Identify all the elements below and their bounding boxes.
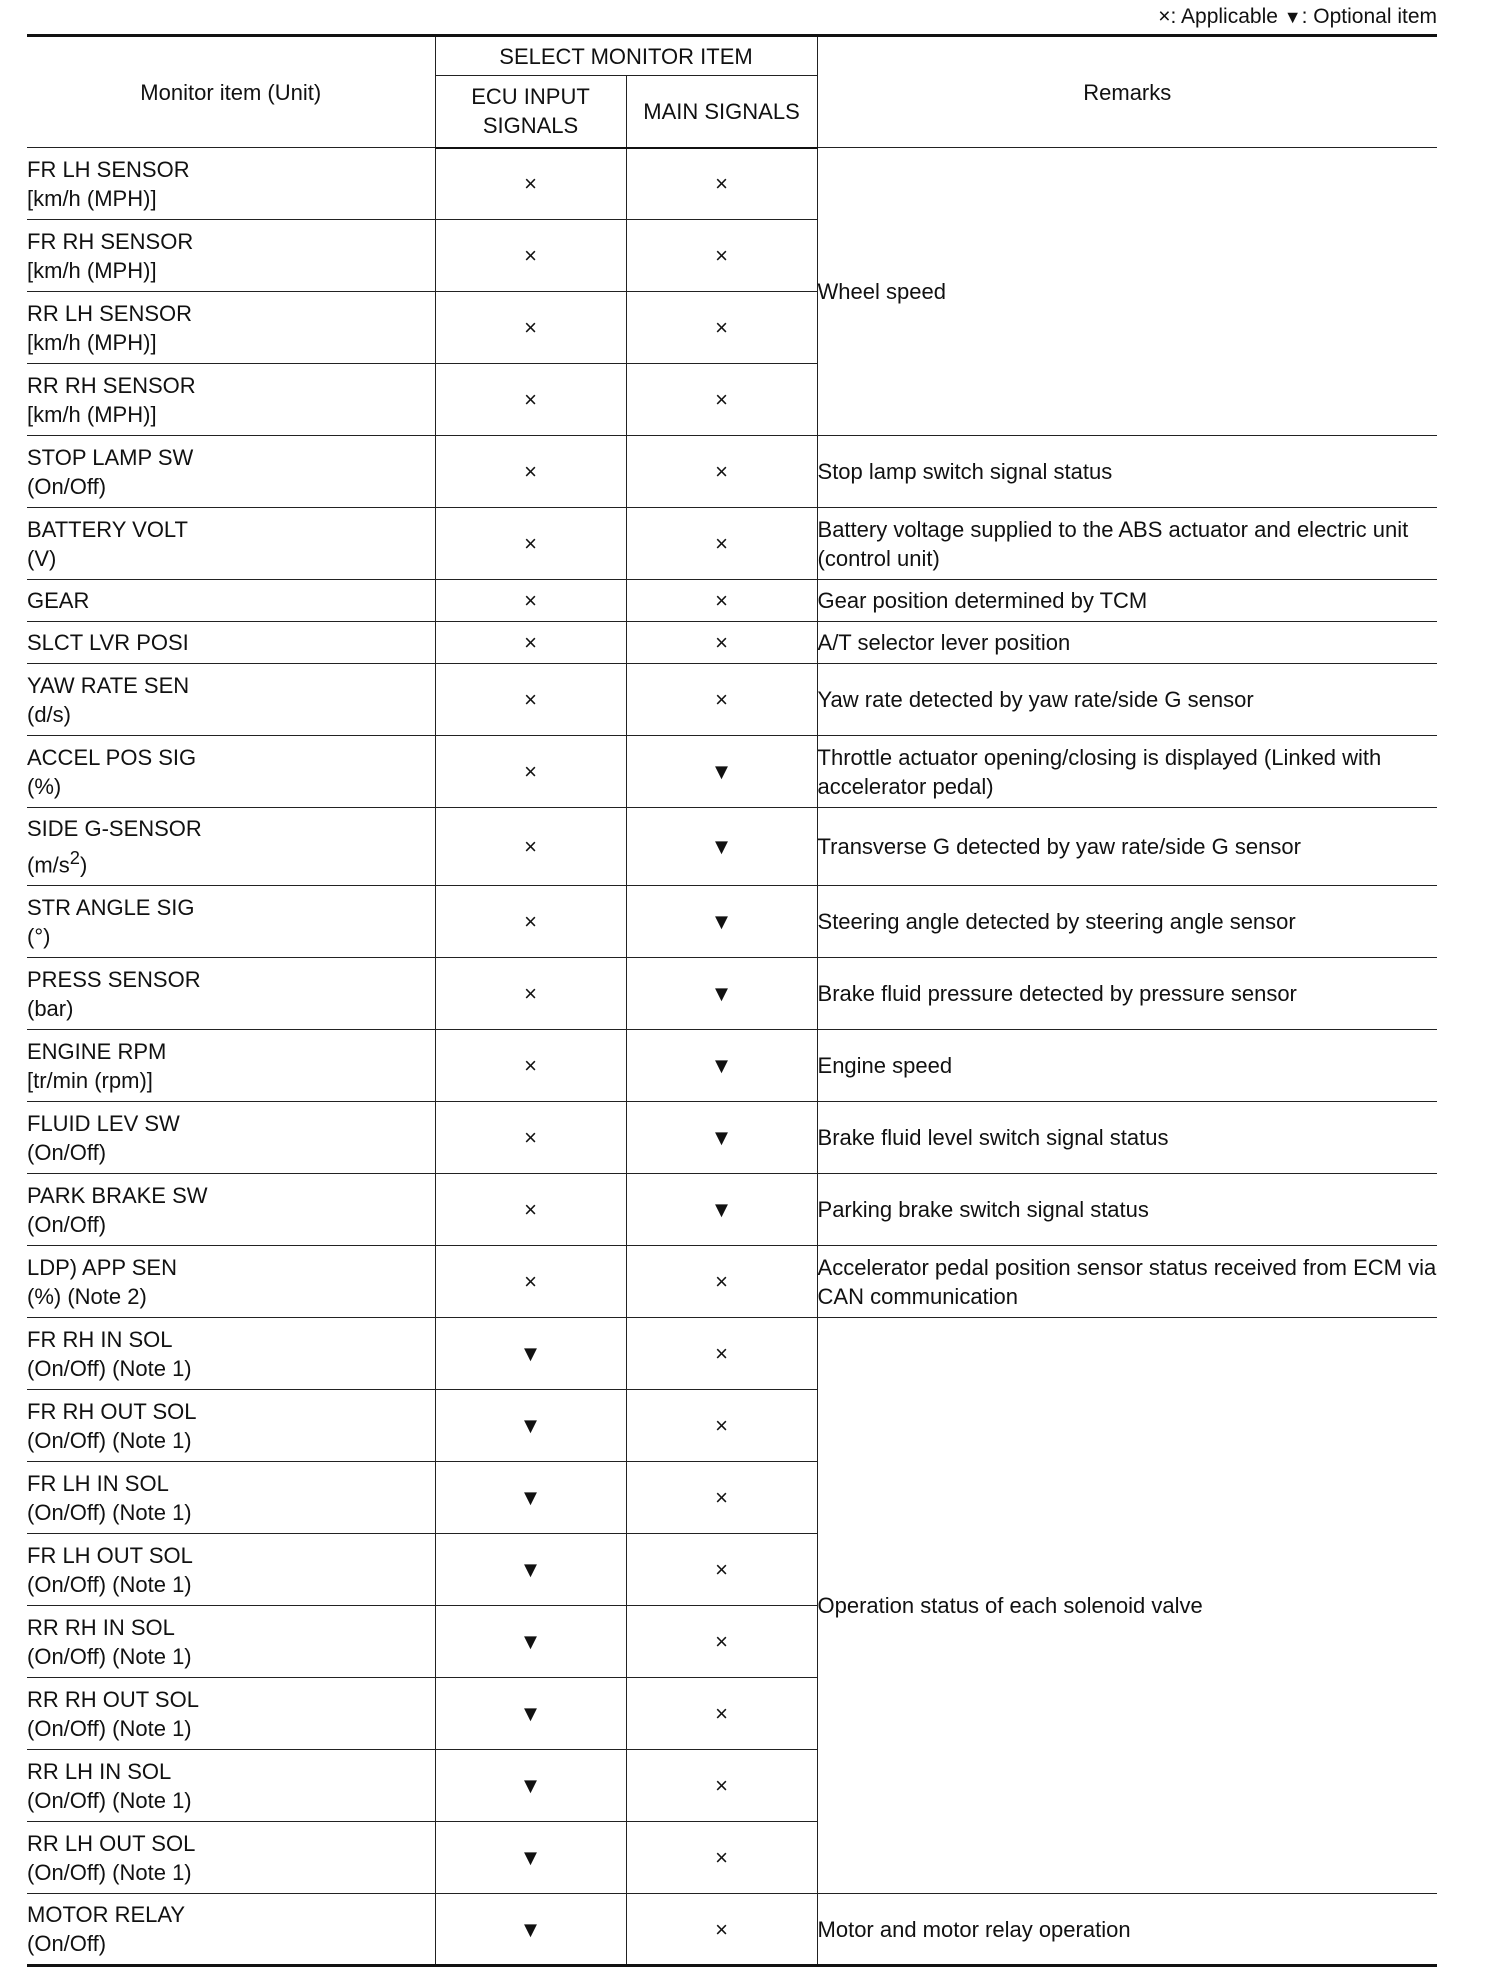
- item-unit: (V): [27, 545, 57, 571]
- monitor-item-cell: [27, 808, 435, 886]
- ecu-input-mark: ×: [435, 508, 626, 580]
- remark-cell: Parking brake switch signal status: [817, 1174, 1437, 1246]
- remark-cell: Engine speed: [817, 1030, 1437, 1102]
- item-name: FR LH OUT SOL: [27, 1542, 193, 1568]
- monitor-item-cell: [27, 1174, 435, 1246]
- table-row: [27, 436, 1437, 508]
- monitor-item-cell: [27, 508, 435, 580]
- main-signals-mark: ×: [626, 1534, 817, 1606]
- item-name: GEAR: [27, 588, 90, 613]
- table-row: [27, 664, 1437, 736]
- item-unit: (On/Off): [27, 1931, 107, 1956]
- main-signals-mark: ▼: [626, 736, 817, 808]
- remark-wheel-speed: Wheel speed: [817, 148, 1437, 436]
- ecu-input-mark: ×: [435, 736, 626, 808]
- main-signals-mark: ×: [626, 1462, 817, 1534]
- ecu-input-mark: ×: [435, 808, 626, 886]
- legend: [1158, 4, 1437, 30]
- item-unit: (On/Off): [27, 1211, 107, 1237]
- main-signals-mark: ×: [626, 1678, 817, 1750]
- item-unit: (On/Off) (Note 1): [27, 1499, 192, 1525]
- main-signals-mark: ×: [626, 1390, 817, 1462]
- item-unit: (On/Off) (Note 1): [27, 1859, 192, 1885]
- item-name: SLCT LVR POSI: [27, 630, 189, 655]
- monitor-item-cell: [27, 220, 435, 292]
- monitor-item-cell: [27, 1534, 435, 1606]
- applicable-symbol: ×: [1158, 5, 1171, 28]
- remark-cell: A/T selector lever position: [817, 622, 1437, 664]
- item-unit: (On/Off) (Note 1): [27, 1787, 192, 1813]
- item-name: RR RH OUT SOL: [27, 1686, 199, 1712]
- remark-cell: Brake fluid level switch signal status: [817, 1102, 1437, 1174]
- item-unit: (On/Off) (Note 1): [27, 1355, 192, 1381]
- monitor-item-cell: [27, 1822, 435, 1894]
- monitor-item-cell: [27, 436, 435, 508]
- monitor-item-cell: [27, 1246, 435, 1318]
- table-row: [27, 1894, 1437, 1966]
- monitor-item-cell: [27, 736, 435, 808]
- item-unit: (°): [27, 923, 51, 949]
- ecu-input-mark: ▼: [435, 1750, 626, 1822]
- monitor-item-cell: [27, 622, 435, 664]
- remark-cell: Brake fluid pressure detected by pressure sensor: [817, 958, 1437, 1030]
- item-unit: $(m/s^2)$: [27, 846, 88, 878]
- item-unit: [km/h (MPH)]: [27, 185, 157, 211]
- remark-cell: Stop lamp switch signal status: [817, 436, 1437, 508]
- main-signals-mark: ×: [626, 664, 817, 736]
- main-signals-mark: ×: [626, 1894, 817, 1966]
- monitor-item-table: [27, 34, 1437, 1967]
- ecu-input-mark: ×: [435, 1174, 626, 1246]
- monitor-item-cell: [27, 292, 435, 364]
- remark-cell: Accelerator pedal position sensor status received from ECM via CAN communication: [817, 1246, 1437, 1318]
- table-row: [27, 622, 1437, 664]
- main-signals-mark: ▼: [626, 1030, 817, 1102]
- item-unit: [km/h (MPH)]: [27, 329, 157, 355]
- ecu-input-mark: ▼: [435, 1534, 626, 1606]
- table-row: [27, 508, 1437, 580]
- item-name: RR LH IN SOL: [27, 1758, 172, 1784]
- main-signals-mark: ×: [626, 1246, 817, 1318]
- item-name: YAW RATE SEN: [27, 672, 190, 698]
- main-signals-mark: ×: [626, 220, 817, 292]
- ecu-input-mark: ▼: [435, 1606, 626, 1678]
- item-name: FR RH OUT SOL: [27, 1398, 197, 1424]
- remark-solenoid: Operation status of each solenoid valve: [817, 1318, 1437, 1894]
- item-unit: (On/Off): [27, 1139, 107, 1165]
- item-unit: [km/h (MPH)]: [27, 401, 157, 427]
- remark-cell: Transverse G detected by yaw rate/side G sensor: [817, 808, 1437, 886]
- item-name: PARK BRAKE SW: [27, 1182, 208, 1208]
- monitor-item-cell: [27, 1750, 435, 1822]
- ecu-input-mark: ×: [435, 1030, 626, 1102]
- ecu-input-mark: ×: [435, 958, 626, 1030]
- item-name: RR RH SENSOR: [27, 372, 196, 398]
- item-unit: (On/Off) (Note 1): [27, 1643, 192, 1669]
- main-signals-mark: ×: [626, 436, 817, 508]
- ecu-input-mark: ▼: [435, 1390, 626, 1462]
- remark-cell: Throttle actuator opening/closing is displayed (Linked with accelerator pedal): [817, 736, 1437, 808]
- remark-cell: Gear position determined by TCM: [817, 580, 1437, 622]
- item-name: PRESS SENSOR: [27, 966, 201, 992]
- monitor-item-cell: [27, 1318, 435, 1390]
- applicable-legend-text: : Applicable: [1170, 5, 1284, 28]
- ecu-input-mark: ▼: [435, 1894, 626, 1966]
- table-row: [27, 1174, 1437, 1246]
- item-name: RR RH IN SOL: [27, 1614, 175, 1640]
- remark-cell: Battery voltage supplied to the ABS actuator and electric unit (control unit): [817, 508, 1437, 580]
- main-signals-mark: ×: [626, 1750, 817, 1822]
- main-signals-mark: ▼: [626, 808, 817, 886]
- header-select-monitor-item: SELECT MONITOR ITEM: [435, 36, 817, 76]
- ecu-input-mark: ×: [435, 148, 626, 220]
- ecu-input-mark: ×: [435, 1102, 626, 1174]
- ecu-input-mark: ×: [435, 1246, 626, 1318]
- main-signals-mark: ×: [626, 1822, 817, 1894]
- monitor-item-cell: [27, 1102, 435, 1174]
- main-signals-mark: ×: [626, 1318, 817, 1390]
- monitor-item-cell: [27, 1030, 435, 1102]
- ecu-input-mark: ▼: [435, 1462, 626, 1534]
- item-name: RR LH SENSOR: [27, 300, 193, 326]
- ecu-input-mark: ×: [435, 664, 626, 736]
- item-name: STR ANGLE SIG: [27, 894, 195, 920]
- item-name: ENGINE RPM: [27, 1038, 167, 1064]
- item-name: FR RH IN SOL: [27, 1326, 173, 1352]
- ecu-input-mark: ×: [435, 364, 626, 436]
- ecu-input-mark: ▼: [435, 1822, 626, 1894]
- remark-cell: Motor and motor relay operation: [817, 1894, 1437, 1966]
- ecu-input-mark: ▼: [435, 1318, 626, 1390]
- table-row: [27, 1102, 1437, 1174]
- item-name: FR LH IN SOL: [27, 1470, 169, 1496]
- main-signals-mark: ▼: [626, 886, 817, 958]
- monitor-item-cell: [27, 148, 435, 220]
- item-unit: (On/Off) (Note 1): [27, 1427, 192, 1453]
- ecu-input-mark: ▼: [435, 1678, 626, 1750]
- item-name: STOP LAMP SW: [27, 444, 194, 470]
- monitor-item-cell: [27, 364, 435, 436]
- item-unit: (bar): [27, 995, 74, 1021]
- main-signals-mark: ×: [626, 508, 817, 580]
- table-row: [27, 886, 1437, 958]
- main-signals-mark: ×: [626, 622, 817, 664]
- item-unit: (d/s): [27, 701, 71, 727]
- item-unit: (On/Off) (Note 1): [27, 1571, 192, 1597]
- header-remarks: Remarks: [817, 36, 1437, 148]
- table-row: [27, 1246, 1437, 1318]
- main-signals-mark: ×: [626, 148, 817, 220]
- table-row: [27, 736, 1437, 808]
- monitor-item-cell: [27, 1462, 435, 1534]
- monitor-item-cell: [27, 580, 435, 622]
- main-signals-mark: ×: [626, 292, 817, 364]
- item-name: LDP) APP SEN: [27, 1254, 177, 1280]
- monitor-item-cell: [27, 958, 435, 1030]
- table-row: [27, 580, 1437, 622]
- remark-cell: Steering angle detected by steering angle sensor: [817, 886, 1437, 958]
- monitor-item-cell: [27, 1606, 435, 1678]
- remark-cell: Yaw rate detected by yaw rate/side G sensor: [817, 664, 1437, 736]
- optional-legend-text: : Optional item: [1301, 5, 1437, 28]
- item-unit: [km/h (MPH)]: [27, 257, 157, 283]
- item-name: RR LH OUT SOL: [27, 1830, 196, 1856]
- ecu-input-mark: ×: [435, 292, 626, 364]
- optional-symbol-icon: ▼: [1283, 7, 1302, 27]
- item-name: BATTERY VOLT: [27, 516, 188, 542]
- table-row: [27, 148, 1437, 220]
- main-signals-mark: ▼: [626, 958, 817, 1030]
- ecu-input-mark: ×: [435, 886, 626, 958]
- main-signals-mark: ×: [626, 1606, 817, 1678]
- item-unit: (%): [27, 773, 62, 799]
- main-signals-mark: ▼: [626, 1174, 817, 1246]
- main-signals-mark: ×: [626, 580, 817, 622]
- monitor-item-cell: [27, 664, 435, 736]
- monitor-item-cell: [27, 1894, 435, 1966]
- monitor-item-cell: [27, 1390, 435, 1462]
- monitor-item-cell: [27, 1678, 435, 1750]
- main-signals-mark: ×: [626, 364, 817, 436]
- main-signals-mark: ▼: [626, 1102, 817, 1174]
- table-row: [27, 1030, 1437, 1102]
- ecu-input-mark: ×: [435, 580, 626, 622]
- table-row: [27, 808, 1437, 886]
- ecu-input-mark: ×: [435, 436, 626, 508]
- item-unit: (On/Off) (Note 1): [27, 1715, 192, 1741]
- ecu-input-mark: ×: [435, 220, 626, 292]
- header-main-signals: MAIN SIGNALS: [626, 76, 817, 148]
- ecu-input-mark: ×: [435, 622, 626, 664]
- item-unit: (%) (Note 2): [27, 1283, 147, 1309]
- item-unit: (On/Off): [27, 473, 107, 499]
- monitor-item-cell: [27, 886, 435, 958]
- item-name: FR LH SENSOR: [27, 156, 190, 182]
- item-name: MOTOR RELAY: [27, 1902, 186, 1927]
- table-row: [27, 958, 1437, 1030]
- item-name: ACCEL POS SIG: [27, 744, 197, 770]
- item-name: FR RH SENSOR: [27, 228, 194, 254]
- header-monitor-item: Monitor item (Unit): [27, 36, 435, 148]
- item-name: FLUID LEV SW: [27, 1110, 180, 1136]
- header-ecu-input-signals: ECU INPUT SIGNALS: [435, 76, 626, 148]
- table-row: [27, 1318, 1437, 1390]
- item-unit: [tr/min (rpm)]: [27, 1067, 153, 1093]
- item-name: SIDE G-SENSOR: [27, 815, 202, 841]
